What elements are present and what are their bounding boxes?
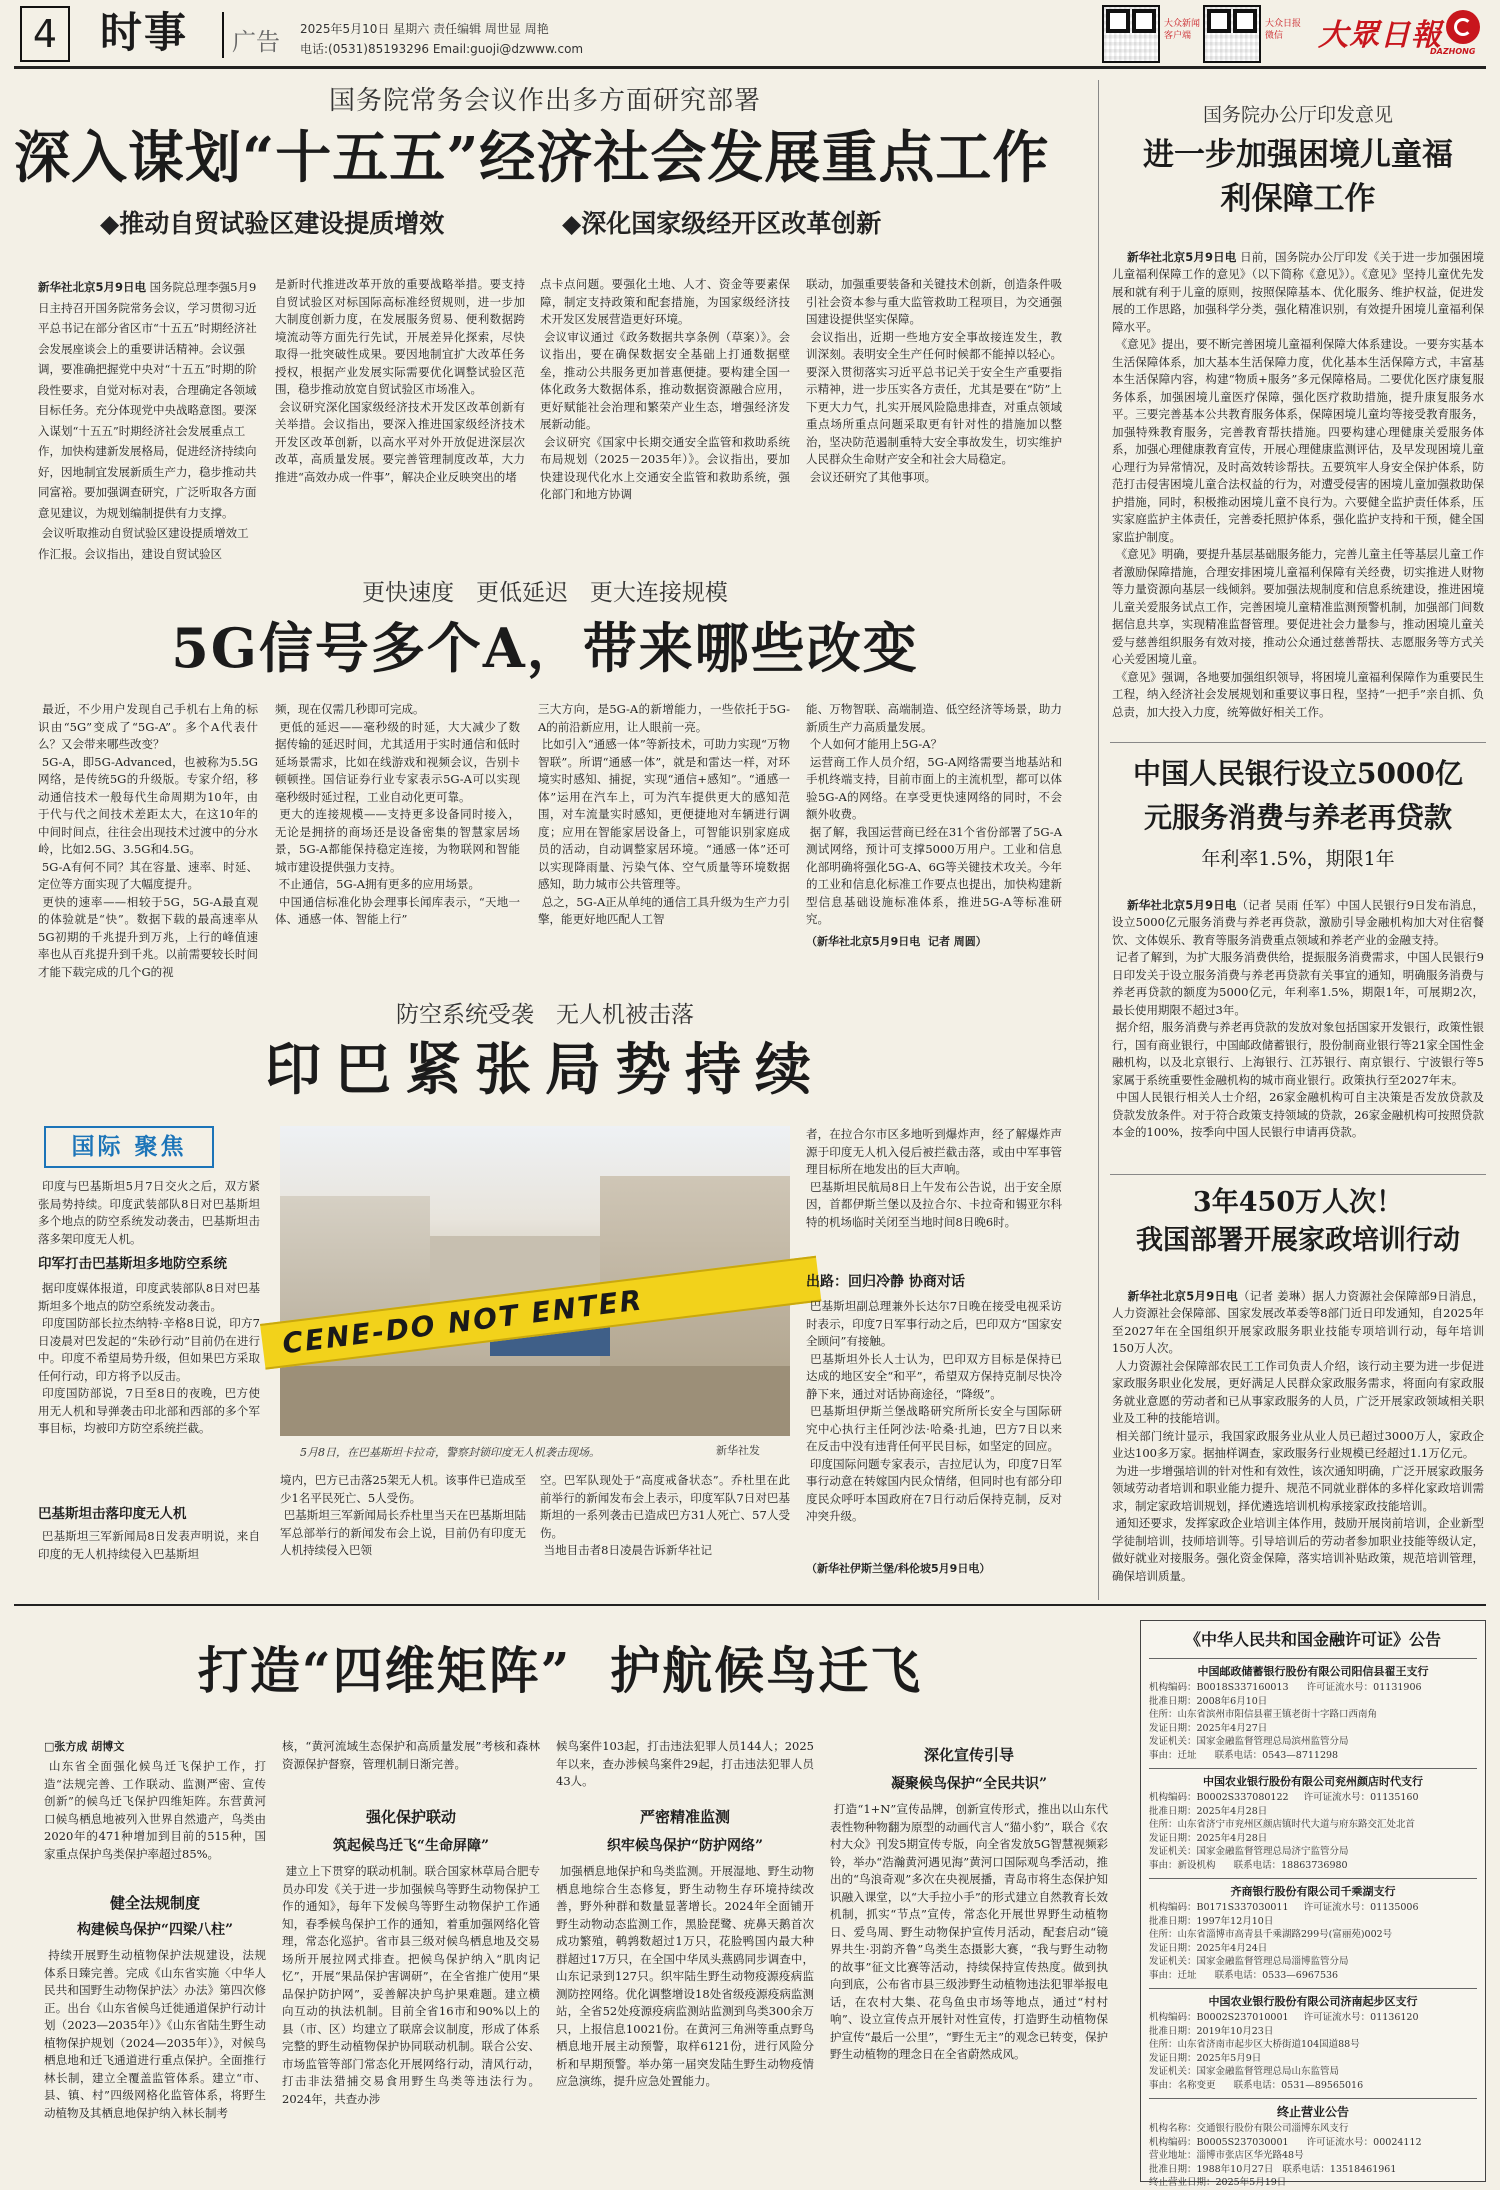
article-pboc-loan	[1112, 752, 1484, 1172]
article-subhead: 筑起候鸟迁飞“生命屏障”	[332, 1838, 490, 1854]
article-subhead-2: ◆深化国家级经开区改革创新	[562, 209, 882, 238]
newspaper-logo: 大眾日報	[1318, 18, 1442, 53]
article-body: 印度与巴基斯坦5月7日交火之后，双方紧张局势持续。印度武装部队8日对巴基斯坦多个地点的防空系统发动袭击，巴基斯坦击落多架印度无人机。	[38, 1179, 260, 1246]
article-body: 频，现在仅需几秒即可完成。 更低的延迟——毫秒级的时延，大大减少了数据传输的延迟时间，尤其适用于实时通信和低时延场景需求，比如在线游戏和视频会议，告别卡顿顿挫。国信证券行业专家表示5G-A可以实现毫秒级时延过程，工业自动化更可靠。 更大的连接规模——支持更多设备同时接入，无论是拥挤的商场还是设备密集的智慧家居场景，5G-A都能保持稳定连接，为物联网和智能城市建设提供强力支持。 不止通信，5G-A拥有更多的应用场景。 中国通信标准化协会理事长闻库表示，“天地一体、通感一体、智能上行”	[275, 702, 521, 926]
article-body: 巴基斯坦三军新闻局8日发表声明说，来自印度的无人机持续侵入巴基斯坦	[38, 1529, 260, 1561]
notice-item-name: 中国农业银行股份有限公司济南起步区支行	[1208, 1995, 1418, 2008]
logo-mark-icon	[1446, 10, 1480, 44]
notice-title: 《中华人民共和国金融许可证》公告	[1184, 1630, 1441, 1649]
article-body: 持续开展野生动植物保护法规建设，法规体系日臻完善。完成《山东省实施〈中华人民共和国野生动物保护法〉办法》第四次修正。出台《山东省候鸟迁徙通道保护行动计划（2023—2035年）》《山东省陆生野生动植物保护规划（2024—2035年）》，对候鸟栖息地和迁飞通道进行重点保护。全面推行林长制，建立全覆盖监管体系。建立“市、县、镇、村”四级网格化监管体系，将野生动植物及其栖息地保护纳入林长制考	[44, 1948, 267, 2120]
tape-text: CENE-DO NOT ENTER	[280, 1283, 645, 1361]
page-number: 4	[20, 6, 70, 62]
article-domestic-training	[1112, 1184, 1484, 1600]
date-line: 2025年5月10日 星期六 责任编辑 周世显 周艳	[300, 22, 549, 36]
article-body: 核，“黄河流域生态保护和高质量发展”考核和森林资源保护督察，管理机制日渐完善。	[282, 1739, 540, 1771]
notice-item-body: 机构编码：B0002S337080122 许可证流水号：01135160 批准日期：2025年4月28日 住所：山东省济宁市兖州区颜店镇时代大道与府东路交汇处北首 发证日期：2025年4月28日 发证机关：国家金融监督管理总局济宁监管分局 事由：新设机构 联系电话：18863736980	[1149, 1792, 1419, 1871]
article-kicker: 防空系统受袭 无人机被击落	[396, 1002, 694, 1028]
notice-item	[1149, 1988, 1477, 2092]
notice-box	[1140, 1620, 1486, 2188]
article-body: 最近，不少用户发现自己手机右上角的标识由“5G”变成了“5G-A”。多个A代表什么？又会带来哪些改变？ 5G-A，即5G-Advanced，也被称为5.5G网络，是传统5G的升级版。专家介绍，移动通信技术一般每代生命周期为10年，由于代与代之间技术差距太大，在这10年的中间时间点，往往会出现技术过渡中的分水岭，比如2.5G、3.5G和4.5G。 5G-A有何不同？其在容量、速率、时延、定位等方面实现了大幅度提升。 更快的速率——相较于5G，5G-A最直观的体验就是“快”。数据下载的最高速率从5G初期的千兆提升到万兆，上行的峰值速率也从百兆提升到千兆。以前需要较长时间才能下载完成的几个G的视	[38, 702, 259, 979]
article-headline: 进一步加强困境儿童福利保障工作	[1143, 137, 1453, 217]
notice-item-name: 中国邮政储蓄银行股份有限公司阳信县翟王支行	[1197, 1665, 1429, 1678]
article-headline: 5G信号多个A，带来哪些改变	[171, 616, 919, 680]
article-body: 境内，巴方已击落25架无人机。该事件已造成至少1名平民死亡、5人受伤。 巴基斯坦三军新闻局长乔杜里当天在巴基斯坦陆军总部举行的新闻发布会上说，目前仍有印度无人机持续侵入巴领	[280, 1473, 527, 1557]
article-headline: 中国人民银行设立5000亿元服务消费与养老再贷款	[1133, 757, 1463, 834]
section-tag: 国际 聚焦	[44, 1126, 214, 1168]
article-body: 是新时代推进改革开放的重要战略举措。要支持自贸试验区对标国际高标准经贸规则，进一步加大制度创新力度，在发展服务贸易、便利数据跨境流动等方面先行先试，开展差异化探索，尽快取得一批突破性成果。要因地制宜扩大改革任务授权，根据产业发展实际需要优化调整试验区范围，稳步推动放宽自贸试验区市场准入。 会议研究深化国家级经济技术开发区改革创新有关举措。会议指出，要深入推进国家级经济技术开发区改革创新，以高水平对外开放促进深层次改革，高质量发展。要完善管理制度改革，大力推进“高效办成一件事”，解决企业反映突出的堵	[275, 277, 526, 484]
news-photo[interactable]	[280, 1126, 790, 1436]
article-subhead-1: ◆推动自贸试验区建设提质增效	[100, 209, 445, 238]
termination-notice	[1149, 2098, 1477, 2190]
article-authors: □张方成 胡博文	[44, 1740, 125, 1753]
dateline: 新华社北京5月9日电	[1127, 249, 1237, 264]
article-subhead: 年利率1.5%，期限1年	[1201, 848, 1395, 870]
photo-caption: 5月8日，在巴基斯坦卡拉奇，警察封锁印度无人机袭击现场。	[300, 1446, 600, 1459]
article-body: 打造“1+N”宣传品牌，创新宣传形式，推出以山东代表性物种物翻为原型的动画代言人“猫小豹”，联合《农村大众》刊发5期宣传专版，向全省发放5G智慧视频彩铃，举办“浩瀚黄河遇见海”黄河口国际观鸟季活动，推出的“鸟浪奇观”多次在央视展播，青岛市将生态保护知识融入课堂，以“大手拉小手”的形式建立自然教育长效机制，抓实“节点”宣传，常态化开展世界野生动植物日、爱鸟周、野生动物保护宣传月活动，配套启动“镜界共生·羽韵齐鲁”鸟类生态摄影大赛，“我与野生动物的故事”征文比赛等活动，持续保持宣传热度。做到执向到底，公布省市县三级涉野生动植物违法犯罪举报电话，在农村大集、花鸟鱼虫市场等地点，通过“村村响”、设立宣传点开展针对性宣传，打造野生动植物保护宣传“最后一公里”，“野生无主”的观念已转变，保护野生动植物的理念日在全省蔚然成风。	[830, 1802, 1108, 2061]
article-body: 建立上下贯穿的联动机制。联合国家林草局合肥专员办印发《关于进一步加强候鸟等野生动物保护工作的通知》，每年下发候鸟等野生动物保护工作通知，春季候鸟保护工作的通知，着重加强网络化管理，常态化巡护。省市县三级对候鸟栖息地及交易场所开展拉网式排查。把候鸟保护纳入“肌肉记忆”，开展“果品保护害调研”，在全省推广使用“果品保护防护网”，妥善解决护鸟护果难题。建立横向互动的执法机制。目前全省16市和90%以上的县（市、区）均建立了联席会议制度，形成了体系完整的野生动植物保护协同联动机制。联合公安、市场监管等部门常态化开展网络行动，清风行动，打击非法猎捕交易食用野生鸟类等违法行为。2024年，共查办涉	[282, 1864, 540, 2106]
page-header	[0, 0, 1500, 68]
article-byline: （新华社伊斯兰堡/科伦坡5月9日电）	[806, 1562, 991, 1575]
article-body: （记者 吴雨 任军）中国人民银行9日发布消息，设立5000亿元服务消费与养老再贷款，激励引导金融机构加大对住宿餐饮、文体娱乐、教育等服务消费重点领域和养老产业的金融支持。 记者了解到，为扩大服务消费供给，提振服务消费需求，中国人民银行9日印发关于设立服务消费与养老再贷款有关事宜的通知，明确服务消费与养老再贷款的额度为5000亿元，年利率1.5%，期限1年，可展期2次，最长使用期限不超过3年。 据介绍，服务消费与养老再贷款的发放对象包括国家开发银行，政策性银行，国有商业银行，中国邮政储蓄银行，股份制商业银行等21家全国性金融机构，以及北京银行、上海银行、江苏银行、南京银行、宁波银行等5家属于系统重要性金融机构的城市商业银行。政策执行至2027年末。 中国人民银行相关人士介绍，26家金融机构可自主决策是否发放贷款及贷款发放条件。对于符合政策支持领域的贷款，26家金融机构可按照贷款本金的100%，按季向中国人民银行申请再贷款。	[1112, 897, 1485, 1139]
article-headline: 打造“四维矩阵” 护航候鸟迁飞	[197, 1641, 923, 1700]
qr-code-app[interactable]	[1102, 5, 1160, 63]
article-subhead: 凝聚候鸟保护“全民共识”	[890, 1776, 1048, 1792]
article-subhead: 深化宣传引导	[923, 1746, 1014, 1764]
article-headline: 我国部署开展家政培训行动	[1136, 1225, 1460, 1256]
article-body: 空。巴军队现处于“高度戒备状态”。乔杜里在此前举行的新闻发布会上表示，印度军队7日对巴基斯坦的一系列袭击已造成巴方31人死亡、57人受伤。 当地目击者8日凌晨告诉新华社记	[540, 1473, 790, 1557]
article-subhead: 出路：回归冷静 协商对话	[806, 1274, 965, 1290]
article-body: 三大方向，是5G-A的新增能力，一些依托于5G-A的前沿新应用，让人眼前一亮。 比如引入“通感一体”等新技术，可助力实现“万物智联”。所谓“通感一体”，就是和雷达一样，对环境实时感知、捕捉，实现“通信+感知”。“通感一体”运用在汽车上，可为汽车提供更大的感知范围，对车流量实时感知，更便捷地对车辆进行调度；应用在智能家居设备上，可智能识别家庭成员的活动，自动调整家居环境。“通感一体”还可以实现降雨量、污染气体、空气质量等环境数据感知，助力城市公共管理等。 总之，5G-A正从单纯的通信工具升级为生产力引擎，能更好地匹配人工智	[538, 702, 790, 926]
article-body: 山东省全面强化候鸟迁飞保护工作，打造“法规完善、工作联动、监测严密、宣传创新”的候鸟迁飞保护四维矩阵。东营黄河口候鸟栖息地被列入世界自然遗产，鸟类由2020年的471种增加到目前的515种，国家重点保护鸟类保护率超过85%。	[44, 1759, 266, 1861]
article-subhead: 健全法规制度	[109, 1894, 200, 1912]
ad-label: 广告	[232, 28, 280, 56]
logo-en: DAZHONG	[1430, 47, 1476, 56]
article-subhead: 构建候鸟保护“四梁八柱”	[76, 1922, 234, 1938]
dateline: 新华社北京5月9日电	[1127, 897, 1237, 912]
article-headline: 3年450万人次！	[1192, 1187, 1404, 1218]
dateline: 新华社北京5月9日电	[38, 280, 147, 294]
qr-code-wechat[interactable]	[1203, 5, 1261, 63]
notice-item-name: 齐商银行股份有限公司千乘湖支行	[1230, 1885, 1396, 1898]
article-body: 巴基斯坦副总理兼外长达尔7日晚在接受电视采访时表示，印度7日军事行动之后，巴印双方“国家安全顾问”有接触。 巴基斯坦外长人士认为，巴印双方目标是保持已达成的地区安全“和平”，希望双方保持克制尽快冷静下来，通过对话协商途径，“降级”。 巴基斯坦伊斯兰堡战略研究所所长安全与国际研究中心执行主任阿沙法·哈桑·扎迪，巴方7日以来在反击中没有违背任何平民目标，如坚定的回应。 印度国际问题专家表示，吉拉尼认为，印度7日军事行动意在转嫁国内民众情绪，但同时也有部分印度民众呼吁本国政府在7日行动后保持克制，反对冲突升级。	[806, 1299, 1062, 1523]
notice-item	[1149, 1658, 1477, 1762]
article-body: （记者 姜琳）据人力资源社会保障部9日消息，人力资源社会保障部、国家发展改革委等8部门近日印发通知，自2025年至2027年在全国组织开展家政服务职业技能专项培训行动，每年培训150万人次。 人力资源社会保障部农民工工作司负责人介绍，该行动主要为进一步促进家政服务职业化发展，更好满足人民群众家政服务需求，将面向有家政服务就业意愿的劳动者和已从事家政服务的人员，广泛开展家政领域相关职业及工种的技能培训。 相关部门统计显示，我国家政服务业从业人员已超过3000万人，家政企业达100多万家。据抽样调查，家政服务行业规模已经超过1.1万亿元。 为进一步增强培训的针对性和有效性，该次通知明确，广泛开展家政服务领域劳动者培训和职业能力提升、规范不同就业群体的多样化家政培训需求，制定家政培训规划，择优遴选培训机构承接家政技能培训。 通知还要求，发挥家政企业培训主体作用，鼓励开展岗前培训，企业新型学徒制培训，技师培训等。引导培训后的劳动者参加职业技能等级认定，做好就业对接服务。强化资金保障，落实培训补贴政策，规范培训管理，确保培训质量。	[1112, 1288, 1485, 1583]
article-state-council	[0, 68, 1090, 568]
article-body: 据印度媒体报道，印度武装部队8日对巴基斯坦多个地点的防空系统发动袭击。 印度国防部长拉杰纳特·辛格8日说，印方7日凌晨对巴发起的“朱砂行动”目前仍在进行中。印度不希望局势升级，但如果巴方采取任何行动，印方将予以反击。 印度国防部说，7日至8日的夜晚，巴方使用无人机和导弹袭击印北部和西部的多个军事目标，均被印方防空系统拦截。	[38, 1281, 260, 1435]
article-body: 者，在拉合尔市区多地听到爆炸声，经了解爆炸声源于印度无人机入侵后被拦截击落，或由中军事管理目标所在地发出的巨大声响。 巴基斯坦民航局8日上午发布公告说，出于安全原因，首都伊斯兰堡以及拉合尔、卡拉奇和锡亚尔科特的机场临时关闭至当地时间8日晚6时。	[806, 1127, 1062, 1229]
notice-item	[1149, 1768, 1477, 1872]
article-subhead: 巴基斯坦击落印度无人机	[38, 1506, 187, 1522]
article-subhead: 强化保护联动	[365, 1808, 456, 1826]
termination-title: 终止营业公告	[1276, 2105, 1349, 2119]
article-migratory-birds	[0, 1606, 1120, 2189]
article-body: 联动，加强重要装备和关键技术创新，创造条件吸引社会资本参与重大监管救助工程项目，为交通强国建设提供坚实保障。 会议指出，近期一些地方安全事故接连发生，教训深刻。表明安全生产任何时候都不能掉以轻心。要深入贯彻落实习近平总书记关于安全生产重要指示精神，进一步压实各方责任，尤其是要在“防”上下更大力气，扎实开展风险隐患排查，对重点领域重点场所重点问题采取更有针对性的措施加以整治，坚决防范遏制重特大安全事故发生，切实维护人民群众生命财产安全和社会大局稳定。 会议还研究了其他事项。	[806, 277, 1062, 484]
qr-wechat-label: 大众日报 微信	[1265, 19, 1302, 41]
qr-app-label: 大众新闻 客户端	[1164, 19, 1201, 41]
article-subhead: 严密精准监测	[639, 1808, 730, 1826]
article-subhead: 印军打击巴基斯坦多地防空系统	[38, 1256, 227, 1272]
article-kicker: 国务院办公厅印发意见	[1202, 104, 1393, 126]
article-body: 能、万物智联、高端制造、低空经济等场景，助力新质生产力高质量发展。 个人如何才能用上5G-A？ 运营商工作人员介绍，5G-A网络需要当地基站和手机终端支持，目前市面上的主流机型，都可以体验5G-A的网络。在享受更快速网络的同时，不会额外收费。 据了解，我国运营商已经在31个省份部署了5G-A测试网络，预计可支撑5000万用户。工业和信息化部明确将强化5G-A、6G等关键技术攻关。今年的工业和信息化标准工作要点也提出，加快构建新型信息基础设施标准体系，推进5G-A等标准研究。	[806, 702, 1063, 926]
article-body: 加强栖息地保护和鸟类监测。开展湿地、野生动物栖息地综合生态修复，野生动物生存环境持续改善，野外种群和数量显著增长。2024年全面铺开野生动物动态监测工作，黑脸琵鹭、疣鼻天鹅首次成功繁殖，鹌鹑数超过1万只，花脸鸭国内最大种群超过17万只，在全国中华凤头燕鸥同步调查中，山东记录到127只。织牢陆生野生动物疫源疫病监测防控网络。优化调整增设18处省级疫源疫病监测站，全省52处疫源疫病监测站监测到鸟类300余万只，上报信息10021份。在黄河三角洲等重点野鸟栖息地开展主动预警，取样6121份，进行风险分析和早期预警。举办第一届突发陆生野生动物疫情应急演练，提升应急处置能力。	[556, 1864, 814, 2088]
contact-line: 电话:(0531)85193296 Email:guoji@dzwww.com	[300, 42, 584, 56]
article-body: 候鸟案件103起，打击违法犯罪人员144人；2025年以来，查办涉候鸟案件29起，打击违法犯罪人员43人。	[556, 1739, 814, 1788]
article-body: 日前，国务院办公厅印发《关于进一步加强困境儿童福利保障工作的意见》（以下简称《意见》）。《意见》坚持儿童优先发展和就有利于儿童的原则，按照保障基本、优化服务、维护权益，促进发展的工作思路，加强科学分类，强化精准识别，有效提升困境儿童福利保障水平。 《意见》提出，要不断完善困境儿童福利保障大体系建设。一要夯实基本生活保障体系，加大基本生活保障力度，优化基本生活保障方式，丰富基本生活保障内容，构建“物质+服务”多元保障格局。二要优化医疗康复服务体系，加强困境儿童医疗保障，强化医疗救助措施，提升康复服务水平。三要完善基本公共教育服务体系，保障困境儿童均等接受教育服务，加强特殊教育服务，完善教育帮扶措施。四要构建心理健康关爱服务体系，加强心理健康教育宣传，开展心理健康监测评估，及早发现困境儿童心理行为异常情况，及时高效转诊帮扶。五要筑牢人身安全保护体系，防范打击侵害困境儿童合法权益的行为，对遭受侵害的困境儿童加强救助保护措施，同时，积极推动困境儿童不良行为。六要健全监护责任体系，压实家庭监护主体责任，完善委托照护体系，强化监护支持和干预，健全国家监护制度。 《意见》明确，要提升基层基础服务能力，完善儿童主任等基层儿童工作者激励保障措施，合理安排困境儿童福利保障有关经费，切实推进人财物等力量资源向基层一线倾斜。要加强法规制度和信息系统建设，推进困境儿童关爱服务试点工作，完善困境儿童精准监测预警机制，加强部门间数据信息共享，实现精准监督管理。要促进社会力量参与，推动困境儿童关爱与慈善组织服务有效对接，推动公众通过慈善帮扶、志愿服务等方式关心关爱困境儿童。 《意见》强调，各地要加强组织领导，将困境儿童福利保障作为重要民生工程，纳入经济社会发展规划和重要议事日程，坚持“一把手”亲自抓、负总责，加大投入力度，统筹做好相关工作。	[1112, 249, 1485, 719]
article-headline: 印巴紧张局势持续	[265, 1037, 825, 1103]
dateline: 新华社北京5月9日电	[1127, 1288, 1238, 1303]
photo-credit: 新华社发	[716, 1444, 760, 1457]
notice-item	[1149, 1878, 1477, 1982]
notice-item-body: 机构编码：B0002S237010001 许可证流水号：01136120 批准日期：2019年10月23日 住所：山东省济南市起步区大桥街道104国道88号 发证日期：2025年5月9日 发证机关：国家金融监督管理总局山东监管局 事由：名称变更 联系电话：0531—89565016	[1149, 2012, 1419, 2091]
notice-item-body: 机构编码：B0018S337160013 许可证流水号：01131906 批准日期：2008年6月10日 住所：山东省滨州市阳信县翟王镇老街十字路口西南角 发证日期：2025年4月27日 发证机关：国家金融监督管理总局滨州监管分局 事由：迁址 联系电话：0543—8711298	[1149, 1682, 1422, 1761]
article-children-welfare	[1112, 100, 1484, 740]
article-subhead: 织牢候鸟保护“防护网络”	[606, 1838, 764, 1854]
article-5g	[0, 568, 1090, 988]
article-body: 点卡点问题。要强化土地、人才、资金等要素保障，制定支持政策和配套措施，为国家级经济技术开发区发展营造更好环境。 会议审议通过《政务数据共享条例（草案）》。会议指出，要在确保数据安全基础上打通数据壁垒，推动公共服务更加普惠便捷。要构建全国一体化政务大数据体系，推动数据资源融合应用，更好赋能社会治理和繁荣产业生态，增强经济发展新动能。 会议研究《国家中长期交通安全监管和救助系统布局规划（2025－2035年）》。会议指出，要加快建设现代化水上交通安全监管和救助系统，强化部门和地方协调	[540, 277, 791, 501]
article-byline: （新华社北京5月9日电 记者 周圆）	[806, 935, 987, 948]
article-headline: 深入谋划“十五五”经济社会发展重点工作	[14, 125, 1050, 191]
article-kicker: 更快速度 更低延迟 更大连接规模	[362, 580, 728, 606]
article-body: 国务院总理李强5月9日主持召开国务院常务会议，学习贯彻习近平总书记在部分省区市“十五五”时期经济社会发展座谈会上的重要讲话精神。会议强调，要准确把握党中央对“十五五”时期的阶段性要求，自觉对标对表，合理确定各领域目标任务。充分体现党中央战略意图。要深入谋划“十五五”时期经济社会发展重点工作，加快构建新发展格局，促进经济持续向好，因地制宜发展新质生产力，稳步推动共同富裕。要加强调查研究，广泛听取各方面意见建议，为规划编制提供有力支撑。 会议听取推动自贸试验区建设提质增效工作汇报。会议指出，建设自贸试验区	[38, 280, 257, 561]
notice-item-name: 中国农业银行股份有限公司兖州颜店时代支行	[1203, 1775, 1423, 1788]
notice-item-body: 机构编码：B0171S337030011 许可证流水号：01135006 批准日期：1997年12月10日 住所：山东省淄博市高青县千乘湖路299号(富丽苑)002号 发证日期：2025年4月24日 发证机关：国家金融监督管理总局淄博监管分局 事由：迁址 联系电话：0533—6967536	[1149, 1902, 1419, 1981]
section-title: 时事	[100, 8, 189, 57]
termination-body: 机构名称：交通银行股份有限公司淄博东风支行 机构编码：B0005S237030001 许可证流水号：00024112 营业地址：淄博市张店区华光路48号 批准日期：1988年10月27日 联系电话：13518461961 终止营业日期：2025年5月19日	[1149, 2123, 1422, 2188]
article-india-pakistan	[0, 988, 1090, 1600]
article-kicker: 国务院常务会议作出多方面研究部署	[328, 86, 761, 116]
